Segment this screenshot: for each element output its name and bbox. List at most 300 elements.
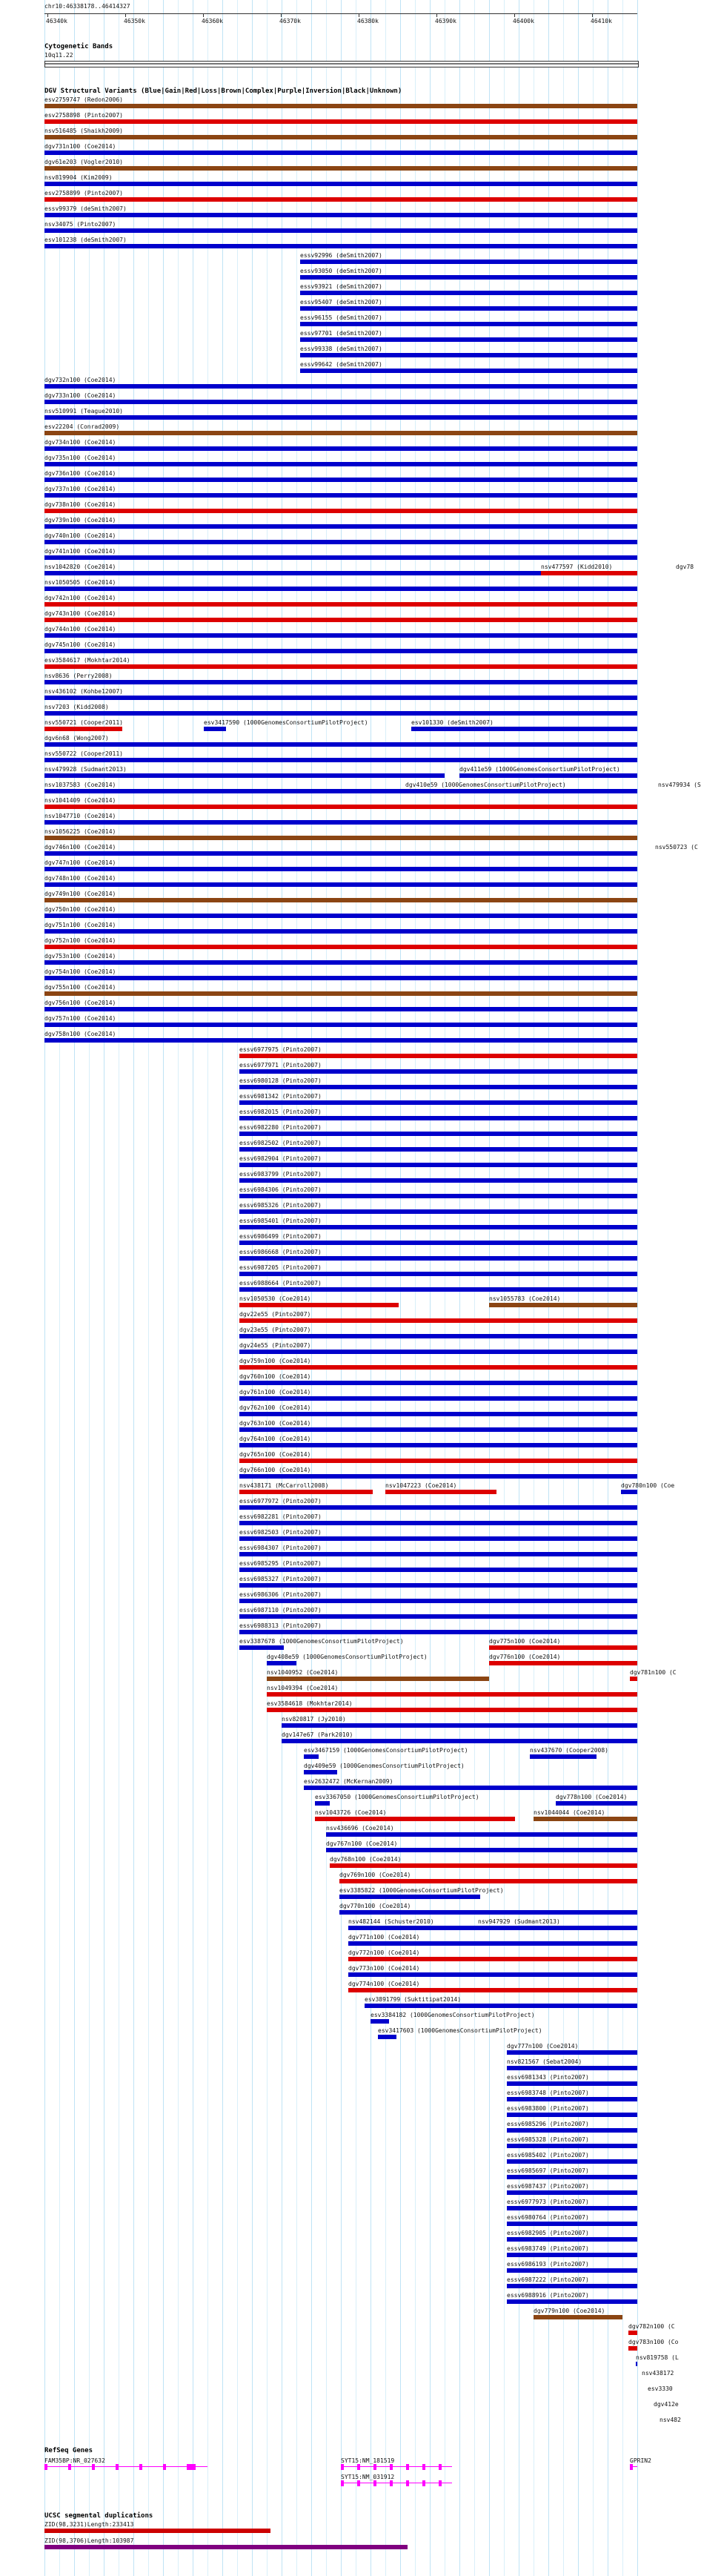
dgv-feature-bar[interactable]: [365, 2004, 637, 2008]
dgv-feature-bar[interactable]: [339, 1910, 637, 1915]
dgv-feature-label: esv3417603 (1000GenomesConsortiumPilotProject): [378, 2027, 542, 2034]
ruler-tick: [47, 13, 48, 17]
dgv-feature-bar[interactable]: [239, 1318, 637, 1323]
dgv-feature-bar[interactable]: [378, 2035, 396, 2039]
segdup-label: ZID(98,3231)Length:233413: [44, 2521, 134, 2528]
dgv-feature-bar[interactable]: [44, 711, 637, 716]
dgv-feature-bar[interactable]: [239, 1132, 637, 1136]
dgv-feature-bar[interactable]: [239, 1365, 637, 1370]
dgv-feature-bar[interactable]: [44, 680, 637, 684]
refseq-exon[interactable]: [341, 2464, 344, 2470]
dgv-track-title: DGV Structural Variants (Blue|Gain|Red|Loss|Brown|Complex|Purple|Inversion|Black|Unknown): [44, 87, 402, 95]
dgv-feature-bar[interactable]: [239, 1614, 637, 1619]
dgv-feature-bar[interactable]: [44, 664, 637, 669]
refseq-exon[interactable]: [139, 2464, 142, 2470]
dgv-feature-bar[interactable]: [44, 384, 637, 389]
dgv-feature-bar[interactable]: [239, 1194, 637, 1198]
dgv-feature-bar[interactable]: [239, 1116, 637, 1120]
dgv-feature-bar[interactable]: [282, 1739, 637, 1743]
dgv-feature-bar[interactable]: [239, 1069, 637, 1074]
dgv-feature-label: dgv766n100 (Coe2014): [239, 1467, 311, 1473]
dgv-feature-bar[interactable]: [489, 1303, 637, 1307]
dgv-feature-label: nsv479928 (Sudmant2013): [44, 766, 127, 773]
dgv-feature-bar[interactable]: [239, 1583, 637, 1588]
dgv-feature-label: nsv482: [660, 2417, 681, 2423]
dgv-feature-bar[interactable]: [44, 555, 637, 560]
dgv-feature-bar[interactable]: [507, 2268, 637, 2273]
dgv-feature-bar[interactable]: [239, 1241, 637, 1245]
dgv-feature-bar[interactable]: [385, 1490, 496, 1494]
dgv-feature-bar[interactable]: [44, 119, 637, 124]
dgv-feature-label: dgv756n100 (Coe2014): [44, 1000, 116, 1006]
dgv-feature-label: dgv771n100 (Coe2014): [348, 1934, 420, 1941]
dgv-feature-bar[interactable]: [239, 1412, 637, 1416]
dgv-feature-label: esv3387678 (1000GenomesConsortiumPilotProject): [239, 1638, 404, 1645]
dgv-feature-bar[interactable]: [530, 1754, 597, 1759]
ruler-tick: [203, 13, 204, 17]
dgv-feature-label: esv3467159 (1000GenomesConsortiumPilotProject): [304, 1747, 468, 1754]
dgv-feature-bar[interactable]: [326, 1848, 637, 1852]
dgv-feature-bar[interactable]: [300, 291, 637, 295]
ruler-axis: [44, 13, 637, 14]
refseq-exon[interactable]: [439, 2464, 442, 2470]
ruler-tick: [125, 13, 126, 17]
dgv-feature-bar[interactable]: [44, 166, 637, 171]
dgv-feature-bar[interactable]: [44, 929, 637, 934]
dgv-feature-label: nsv438172: [642, 2370, 674, 2377]
dgv-feature-label: essv6981343 (Pinto2007): [507, 2074, 589, 2081]
dgv-feature-bar[interactable]: [239, 1100, 637, 1105]
dgv-feature-bar[interactable]: [44, 805, 637, 809]
dgv-feature-bar[interactable]: [44, 696, 637, 700]
dgv-feature-label: essv6982280 (Pinto2007): [239, 1124, 322, 1131]
dgv-feature-label: nsv482144 (Schuster2010): [348, 1918, 434, 1925]
dgv-feature-label: dgv778n100 (Coe2014): [556, 1794, 628, 1800]
dgv-feature-bar[interactable]: [239, 1256, 637, 1261]
dgv-feature-label: dgv772n100 (Coe2014): [348, 1949, 420, 1956]
dgv-feature-label: essv6983800 (Pinto2007): [507, 2105, 589, 2112]
dgv-feature-label: dgv743n100 (Coe2014): [44, 610, 116, 617]
dgv-feature-bar[interactable]: [44, 991, 637, 996]
dgv-feature-label: dgv775n100 (Coe2014): [489, 1638, 561, 1645]
dgv-feature-bar[interactable]: [300, 275, 637, 280]
dgv-feature-label: essv6977972 (Pinto2007): [239, 1498, 322, 1505]
dgv-feature-label: essv95407 (deSmith2007): [300, 299, 382, 306]
dgv-feature-bar[interactable]: [239, 1536, 637, 1541]
dgv-feature-bar[interactable]: [507, 2222, 637, 2226]
dgv-feature-bar[interactable]: [239, 1209, 637, 1214]
dgv-feature-bar[interactable]: [267, 1677, 489, 1681]
dgv-feature-bar[interactable]: [507, 2144, 637, 2148]
dgv-feature-label: nsv821567 (Sebat2004): [507, 2058, 582, 2065]
dgv-feature-label: dgv410e59 (1000GenomesConsortiumPilotProject): [405, 782, 566, 788]
dgv-feature-bar[interactable]: [239, 1459, 637, 1463]
dgv-feature-bar[interactable]: [405, 789, 516, 793]
dgv-feature-label: dgv746n100 (Coe2014): [44, 844, 116, 851]
ruler-tick: [592, 13, 593, 17]
dgv-feature-label: dgv769n100 (Coe2014): [339, 1872, 411, 1878]
dgv-feature-label: nsv1047223 (Coe2014): [385, 1482, 457, 1489]
dgv-feature-bar[interactable]: [204, 727, 226, 731]
dgv-feature-label: dgv774n100 (Coe2014): [348, 1981, 420, 1987]
dgv-feature-bar[interactable]: [44, 758, 637, 762]
dgv-feature-bar[interactable]: [348, 1926, 496, 1930]
dgv-feature-bar[interactable]: [621, 1490, 637, 1494]
dgv-feature-label: essv6988664 (Pinto2007): [239, 1280, 322, 1287]
dgv-feature-bar[interactable]: [300, 337, 637, 342]
dgv-feature-bar[interactable]: [507, 2081, 637, 2086]
dgv-feature-bar[interactable]: [411, 727, 637, 731]
dgv-feature-bar[interactable]: [239, 1630, 637, 1634]
refseq-exon[interactable]: [116, 2464, 119, 2470]
dgv-feature-label: esv2632472 (McKernan2009): [304, 1778, 393, 1785]
dgv-feature-bar[interactable]: [304, 1754, 319, 1759]
refseq-exon[interactable]: [68, 2464, 71, 2470]
grid-line: [637, 0, 638, 2576]
dgv-feature-bar[interactable]: [630, 1677, 637, 1681]
dgv-feature-label: dgv762n100 (Coe2014): [239, 1404, 311, 1411]
dgv-feature-label: dgv6n68 (Wong2007): [44, 735, 109, 742]
refseq-exon[interactable]: [357, 2480, 360, 2486]
dgv-feature-bar[interactable]: [282, 1723, 637, 1728]
dgv-feature-bar[interactable]: [44, 104, 637, 108]
dgv-feature-bar[interactable]: [507, 2237, 637, 2242]
dgv-feature-label: dgv731n100 (Coe2014): [44, 143, 116, 150]
dgv-feature-bar[interactable]: [44, 446, 637, 451]
dgv-feature-label: nsv820817 (Jy2010): [282, 1716, 346, 1723]
dgv-feature-bar[interactable]: [44, 649, 637, 653]
dgv-feature-bar[interactable]: [44, 1038, 637, 1043]
dgv-feature-label: esv3385822 (1000GenomesConsortiumPilotProject): [339, 1887, 504, 1894]
dgv-feature-bar[interactable]: [239, 1147, 637, 1152]
dgv-feature-bar[interactable]: [489, 1645, 637, 1650]
dgv-feature-bar[interactable]: [44, 789, 637, 793]
dgv-feature-bar[interactable]: [459, 773, 637, 778]
dgv-feature-bar[interactable]: [44, 882, 637, 887]
dgv-feature-bar[interactable]: [44, 742, 637, 747]
dgv-feature-label: essv6982904 (Pinto2007): [239, 1155, 322, 1162]
dgv-feature-bar[interactable]: [44, 244, 637, 248]
dgv-feature-label: dgv737n100 (Coe2014): [44, 486, 116, 492]
dgv-feature-label: dgv409e59 (1000GenomesConsortiumPilotProject): [304, 1763, 465, 1769]
dgv-feature-label: nsv1037583 (Coe2014): [44, 782, 116, 788]
dgv-feature-label: dgv733n100 (Coe2014): [44, 392, 116, 399]
dgv-feature-label: essv6985328 (Pinto2007): [507, 2136, 589, 2143]
dgv-feature-label: essv6987110 (Pinto2007): [239, 1607, 322, 1614]
ruler-tick: [281, 13, 282, 17]
dgv-feature-bar[interactable]: [239, 1350, 637, 1354]
dgv-feature-bar[interactable]: [300, 322, 637, 326]
dgv-feature-bar[interactable]: [239, 1443, 637, 1447]
dgv-feature-bar[interactable]: [489, 1661, 637, 1665]
dgv-feature-bar[interactable]: [44, 431, 637, 435]
dgv-feature-bar[interactable]: [304, 1786, 637, 1790]
dgv-feature-bar[interactable]: [507, 2050, 637, 2055]
cyto-band[interactable]: [44, 61, 639, 67]
dgv-feature-label: nsv819758 (L: [636, 2354, 679, 2361]
dgv-feature-label: essv6984307 (Pinto2007): [239, 1545, 322, 1551]
dgv-feature-bar[interactable]: [239, 1334, 637, 1338]
dgv-feature-bar[interactable]: [267, 1692, 637, 1697]
dgv-feature-label: dgv22e55 (Pinto2007): [239, 1311, 311, 1318]
dgv-feature-label: nsv1055783 (Coe2014): [489, 1295, 561, 1302]
dgv-feature-label: nsv1040952 (Coe2014): [267, 1669, 339, 1676]
refseq-exon[interactable]: [406, 2464, 409, 2470]
dgv-feature-bar[interactable]: [300, 369, 637, 373]
dgv-feature-bar[interactable]: [239, 1178, 637, 1183]
dgv-feature-bar[interactable]: [507, 2175, 637, 2179]
dgv-feature-bar[interactable]: [44, 618, 637, 622]
dgv-feature-label: esv2758899 (Pinto2007): [44, 190, 123, 196]
dgv-feature-bar[interactable]: [507, 2097, 637, 2101]
dgv-feature-bar[interactable]: [44, 493, 637, 498]
dgv-feature-bar[interactable]: [304, 1770, 337, 1774]
dgv-feature-label: dgv768n100 (Coe2014): [330, 1856, 402, 1863]
dgv-feature-label: dgv749n100 (Coe2014): [44, 891, 116, 897]
dgv-feature-bar[interactable]: [44, 197, 637, 202]
dgv-feature-bar[interactable]: [239, 1645, 284, 1650]
dgv-feature-bar[interactable]: [507, 2206, 637, 2210]
dgv-feature-bar[interactable]: [44, 820, 637, 825]
refseq-exon[interactable]: [373, 2464, 376, 2470]
dgv-feature-bar[interactable]: [239, 1474, 637, 1479]
dgv-feature-label: nsv1049394 (Coe2014): [267, 1685, 339, 1691]
refseq-exon[interactable]: [406, 2480, 409, 2486]
dgv-feature-bar[interactable]: [507, 2113, 637, 2117]
dgv-feature-label: dgv738n100 (Coe2014): [44, 501, 116, 508]
dgv-feature-bar[interactable]: [348, 1988, 637, 1992]
dgv-feature-label: esv3584617 (Mokhtar2014): [44, 657, 130, 664]
dgv-feature-bar[interactable]: [44, 602, 637, 607]
dgv-feature-label: nsv516485 (Shaikh2009): [44, 128, 123, 134]
dgv-feature-bar[interactable]: [267, 1661, 296, 1665]
dgv-feature-bar[interactable]: [507, 2299, 637, 2304]
dgv-feature-label: essv99338 (deSmith2007): [300, 346, 382, 352]
dgv-feature-bar[interactable]: [534, 2315, 622, 2319]
dgv-feature-bar[interactable]: [44, 1023, 637, 1027]
dgv-feature-bar[interactable]: [44, 836, 637, 840]
dgv-feature-bar[interactable]: [348, 1957, 637, 1961]
dgv-feature-label: dgv783n100 (Co: [628, 2339, 679, 2345]
refseq-exon[interactable]: [439, 2480, 442, 2486]
dgv-feature-bar[interactable]: [339, 1895, 480, 1899]
dgv-feature-label: esv2759747 (Redon2006): [44, 96, 123, 103]
dgv-feature-label: dgv767n100 (Coe2014): [326, 1840, 398, 1847]
dgv-feature-label: esv101238 (deSmith2007): [44, 237, 127, 243]
dgv-feature-bar[interactable]: [44, 400, 637, 404]
dgv-feature-label: essv6986668 (Pinto2007): [239, 1249, 322, 1255]
dgv-feature-bar[interactable]: [628, 2346, 637, 2351]
dgv-feature-bar[interactable]: [239, 1272, 637, 1276]
refseq-exon[interactable]: [44, 2464, 47, 2470]
dgv-feature-bar[interactable]: [44, 213, 637, 217]
dgv-feature-bar[interactable]: [330, 1863, 637, 1868]
dgv-feature-label: esv3417590 (1000GenomesConsortiumPilotProject): [204, 719, 368, 726]
dgv-feature-bar[interactable]: [44, 727, 122, 731]
dgv-feature-label: essv6983799 (Pinto2007): [239, 1171, 322, 1178]
dgv-feature-label: nsv1050530 (Coe2014): [239, 1295, 311, 1302]
dgv-feature-bar[interactable]: [44, 182, 637, 186]
dgv-feature-bar[interactable]: [507, 2284, 637, 2288]
dgv-feature-bar[interactable]: [44, 851, 637, 856]
dgv-feature-bar[interactable]: [507, 2159, 637, 2164]
dgv-feature-bar[interactable]: [239, 1552, 637, 1556]
dgv-feature-bar[interactable]: [44, 135, 637, 139]
refseq-exon[interactable]: [92, 2464, 95, 2470]
dgv-feature-label: essv6985402 (Pinto2007): [507, 2152, 589, 2159]
dgv-feature-label: dgv760n100 (Coe2014): [239, 1373, 311, 1380]
dgv-feature-bar[interactable]: [315, 1801, 330, 1806]
dgv-feature-bar[interactable]: [315, 1817, 515, 1821]
dgv-feature-bar[interactable]: [44, 867, 637, 871]
dgv-feature-bar[interactable]: [239, 1381, 637, 1385]
dgv-feature-label: nsv436696 (Coe2014): [326, 1825, 394, 1832]
dgv-feature-bar[interactable]: [339, 1879, 637, 1883]
dgv-feature-bar[interactable]: [44, 151, 637, 155]
dgv-feature-label: dgv761n100 (Coe2014): [239, 1389, 311, 1396]
ruler-tick-label: 46350k: [124, 18, 145, 24]
dgv-feature-label: nsv8636 (Perry2008): [44, 673, 113, 679]
dgv-feature-label: esv3330: [648, 2385, 673, 2392]
refseq-exon[interactable]: [422, 2480, 425, 2486]
dgv-feature-label: nsv34075 (Pinto2007): [44, 221, 116, 228]
dgv-feature-bar[interactable]: [507, 2253, 637, 2257]
dgv-feature-bar[interactable]: [239, 1225, 637, 1229]
dgv-feature-label: nsv550721 (Cooper2011): [44, 719, 123, 726]
dgv-feature-bar[interactable]: [326, 1832, 637, 1837]
dgv-feature-label: esv3891799 (Suktitipat2014): [365, 1996, 462, 2003]
dgv-feature-label: esv2758898 (Pinto2007): [44, 112, 123, 119]
dgv-feature-label: essv6977971 (Pinto2007): [239, 1062, 322, 1069]
dgv-feature-label: dgv412e: [654, 2401, 679, 2408]
ruler-tick-label: 46380k: [357, 18, 379, 24]
dgv-feature-label: dgv770n100 (Coe2014): [339, 1903, 411, 1909]
dgv-feature-bar[interactable]: [44, 945, 637, 949]
refseq-exon[interactable]: [422, 2464, 425, 2470]
dgv-feature-bar[interactable]: [507, 2128, 637, 2133]
dgv-feature-bar[interactable]: [300, 353, 637, 357]
dgv-feature-bar[interactable]: [239, 1505, 637, 1510]
dgv-feature-label: esv22204 (Conrad2009): [44, 423, 120, 430]
refseq-exon[interactable]: [357, 2464, 360, 2470]
refseq-track-title: RefSeq Genes: [44, 2447, 93, 2454]
dgv-feature-bar[interactable]: [478, 1926, 637, 1930]
cyto-track-title: Cytogenetic Bands: [44, 43, 113, 50]
dgv-feature-bar[interactable]: [239, 1054, 637, 1058]
dgv-feature-bar[interactable]: [371, 2019, 389, 2024]
dgv-feature-label: nsv479934 (S: [658, 782, 701, 788]
dgv-feature-label: nsv7203 (Kidd2008): [44, 704, 109, 710]
dgv-feature-label: esv3384182 (1000GenomesConsortiumPilotProject): [371, 2012, 535, 2018]
dgv-feature-bar[interactable]: [239, 1568, 637, 1572]
dgv-feature-label: dgv777n100 (Coe2014): [507, 2043, 579, 2050]
dgv-feature-label: essv93050 (deSmith2007): [300, 268, 382, 274]
dgv-feature-label: essv6984306 (Pinto2007): [239, 1186, 322, 1193]
dgv-feature-bar[interactable]: [239, 1287, 637, 1292]
dgv-feature-bar[interactable]: [541, 571, 637, 575]
dgv-feature-bar[interactable]: [556, 1801, 637, 1806]
refseq-exon[interactable]: [373, 2480, 376, 2486]
dgv-feature-bar[interactable]: [44, 1007, 637, 1011]
dgv-feature-label: dgv753n100 (Coe2014): [44, 953, 116, 960]
dgv-feature-bar[interactable]: [44, 415, 637, 420]
dgv-feature-bar[interactable]: [44, 540, 637, 544]
dgv-feature-label: dgv147e67 (Park2010): [282, 1731, 353, 1738]
refseq-gene-label: FAM35BP:NR_027632: [44, 2457, 105, 2464]
dgv-feature-bar[interactable]: [267, 1708, 637, 1712]
dgv-feature-label: dgv754n100 (Coe2014): [44, 968, 116, 975]
dgv-feature-bar[interactable]: [507, 2066, 637, 2070]
dgv-feature-bar[interactable]: [44, 509, 637, 513]
dgv-feature-bar[interactable]: [44, 633, 637, 638]
refseq-exon[interactable]: [341, 2480, 344, 2486]
dgv-feature-bar[interactable]: [44, 898, 637, 902]
dgv-feature-label: dgv61e203 (Vogler2010): [44, 159, 123, 165]
ruler-tick-label: 46360k: [202, 18, 223, 24]
refseq-exon[interactable]: [630, 2464, 633, 2470]
dgv-feature-label: nsv550723 (C: [655, 844, 698, 851]
segdup-bar[interactable]: [44, 2545, 408, 2549]
dgv-feature-label: essv6987222 (Pinto2007): [507, 2276, 589, 2283]
dgv-feature-bar[interactable]: [239, 1427, 637, 1432]
dgv-feature-bar[interactable]: [44, 462, 637, 466]
refseq-exon[interactable]: [163, 2464, 166, 2470]
dgv-feature-bar[interactable]: [348, 1941, 637, 1946]
position-label: chr10:46338178..46414327: [44, 3, 130, 10]
segdup-bar[interactable]: [44, 2529, 270, 2533]
dgv-feature-bar[interactable]: [44, 228, 637, 233]
ruler-tick-label: 46370k: [279, 18, 301, 24]
dgv-feature-bar[interactable]: [44, 478, 637, 482]
dgv-feature-bar[interactable]: [636, 2362, 637, 2366]
dgv-feature-bar[interactable]: [239, 1599, 637, 1603]
dgv-feature-bar[interactable]: [239, 1163, 637, 1167]
dgv-feature-label: essv6985296 (Pinto2007): [507, 2121, 589, 2127]
dgv-feature-label: dgv741n100 (Coe2014): [44, 548, 116, 555]
dgv-feature-label: dgv752n100 (Coe2014): [44, 937, 116, 944]
dgv-feature-label: dgv23e55 (Pinto2007): [239, 1327, 311, 1333]
dgv-feature-bar[interactable]: [44, 976, 637, 980]
dgv-feature-bar[interactable]: [507, 2190, 637, 2195]
dgv-feature-bar[interactable]: [44, 914, 637, 918]
dgv-feature-bar[interactable]: [300, 306, 637, 311]
dgv-feature-bar[interactable]: [239, 1396, 637, 1401]
dgv-feature-label: essv6982015 (Pinto2007): [239, 1109, 322, 1115]
dgv-feature-bar[interactable]: [534, 1817, 637, 1821]
refseq-exon[interactable]: [390, 2480, 393, 2486]
dgv-feature-bar[interactable]: [239, 1303, 399, 1307]
dgv-feature-bar[interactable]: [44, 587, 637, 591]
dgv-feature-bar[interactable]: [300, 260, 637, 264]
segdup-track-title: UCSC segmental duplications: [44, 2512, 153, 2520]
dgv-feature-bar[interactable]: [239, 1521, 637, 1525]
dgv-feature-bar[interactable]: [239, 1490, 373, 1494]
dgv-feature-label: essv6982281 (Pinto2007): [239, 1513, 322, 1520]
dgv-feature-label: essv93921 (deSmith2007): [300, 283, 382, 290]
dgv-feature-bar[interactable]: [44, 960, 637, 965]
dgv-feature-bar[interactable]: [239, 1085, 637, 1089]
dgv-feature-label: dgv78: [676, 564, 694, 570]
dgv-feature-label: nsv510991 (Teague2010): [44, 408, 123, 415]
dgv-feature-bar[interactable]: [44, 524, 637, 529]
refseq-exon[interactable]: [390, 2464, 393, 2470]
refseq-exon[interactable]: [187, 2464, 196, 2470]
dgv-feature-label: nsv1050505 (Coe2014): [44, 579, 116, 586]
dgv-feature-bar[interactable]: [628, 2331, 637, 2335]
dgv-feature-bar[interactable]: [348, 1972, 637, 1977]
dgv-feature-bar[interactable]: [44, 773, 445, 778]
ruler-tick-label: 46400k: [513, 18, 534, 24]
